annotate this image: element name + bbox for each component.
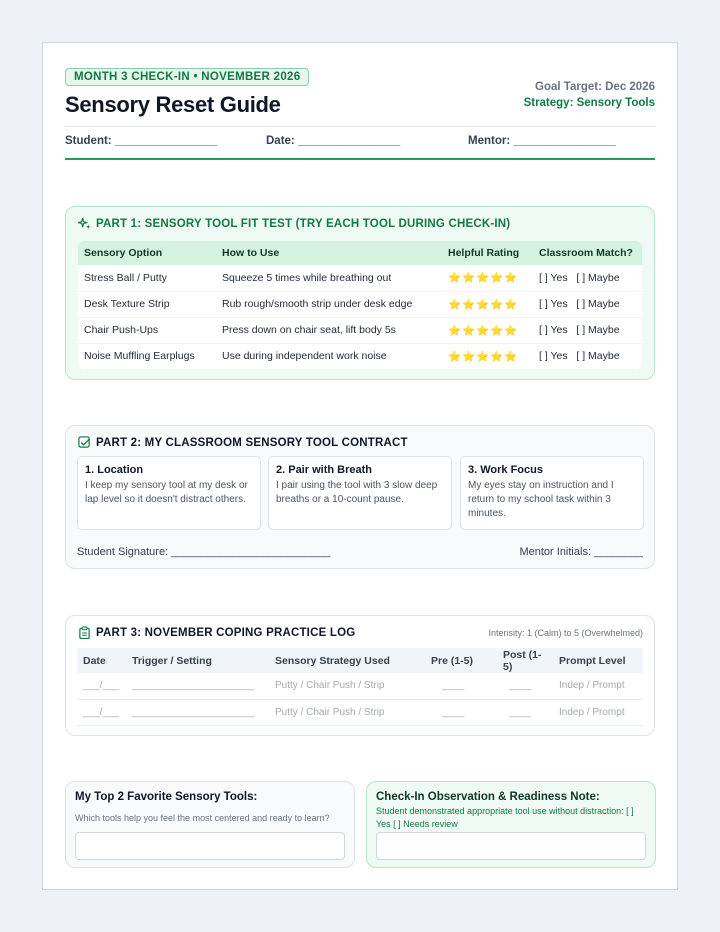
observation-box [366,781,656,868]
table-row [78,343,642,369]
star-rating[interactable]: ⭐⭐⭐⭐⭐ [442,317,533,343]
option-cell: Desk Texture Strip [78,291,216,317]
mentor-initials-field[interactable]: Mentor Initials: ________ [519,546,643,558]
date-cell[interactable]: ___/___ [77,699,126,725]
col-sensory-option: Sensory Option [78,241,216,265]
table-row [78,317,642,343]
option-cell: Noise Muffling Earplugs [84,350,195,363]
col-prompt-level: Prompt Level [553,648,643,673]
col-pre: Pre (1-5) [425,648,497,673]
prompt-cell[interactable]: Indep / Prompt [553,673,643,699]
worksheet-page [42,42,678,890]
post-cell[interactable]: ____ [497,699,553,725]
favorites-input[interactable] [75,832,345,860]
col-trigger: Trigger / Setting [126,648,269,673]
match-checkboxes[interactable]: [ ] Yes [ ] Maybe [533,291,642,317]
how-cell: Rub rough/smooth strip under desk edge [216,291,442,317]
strategy-label: Strategy: Sensory Tools [523,97,655,109]
favorites-heading: My Top 2 Favorite Sensory Tools: [75,791,258,803]
col-how-to-use: How to Use [216,241,442,265]
how-cell: Use during independent work noise [222,350,387,363]
star-rating[interactable]: ⭐⭐⭐⭐⭐ [448,350,519,363]
header-green-rule [65,158,655,160]
table-row [77,673,643,699]
col-strategy: Sensory Strategy Used [269,648,425,673]
practice-log-table [77,648,643,726]
table-row [78,265,642,291]
student-field[interactable]: Student: ________________ [65,135,218,147]
option-cell: Chair Push-Ups [78,317,216,343]
trigger-cell[interactable]: ______________________ [126,699,269,725]
checkbox-icon [78,436,91,449]
pre-cell[interactable]: ____ [425,699,497,725]
observation-heading: Check-In Observation & Readiness Note: [376,791,600,803]
header-meta [524,79,655,111]
match-checkboxes[interactable]: [ ] Yes [ ] Maybe [533,265,642,291]
col-post: Post (1-5) [497,648,553,673]
part2-section [65,425,655,569]
contract-box-breath: 2. Pair with Breath I pair using the tool with 3 slow deep breaths or a 10-count pause. [268,456,452,530]
table-row [77,699,643,725]
strategy-cell[interactable]: Putty / Chair Push / Strip [269,699,425,725]
page-title: Sensory Reset Guide [65,92,281,117]
date-field[interactable]: Date: ________________ [266,135,401,147]
pre-cell[interactable]: ____ [425,673,497,699]
month-badge: MONTH 3 CHECK-IN • NOVEMBER 2026 [65,68,309,86]
favorites-subtext: Which tools help you feel the most centered and ready to learn? [75,813,330,823]
tool-fit-table [78,241,642,369]
col-helpful-rating: Helpful Rating [442,241,533,265]
favorite-tools-box [65,781,355,868]
header [65,67,655,157]
match-checkboxes[interactable]: [ ] Yes [ ] Maybe [539,350,620,363]
option-cell: Stress Ball / Putty [78,265,216,291]
table-row [78,291,642,317]
date-cell[interactable]: ___/___ [77,673,126,699]
observation-subtext: Student demonstrated appropriate tool use without distraction: [ ] Yes [ ] Needs review [376,806,634,829]
clipboard-icon [78,626,91,639]
strategy-cell[interactable]: Putty / Chair Push / Strip [269,673,425,699]
trigger-cell[interactable]: ______________________ [126,673,269,699]
contract-box-focus: 3. Work Focus My eyes stay on instruction and I return to my school task within 3 minutes. [460,456,644,530]
observation-input[interactable] [376,832,646,860]
intensity-note: Intensity: 1 (Calm) to 5 (Overwhelmed) [488,628,643,638]
part3-section [65,615,655,736]
header-divider [65,126,655,127]
star-rating[interactable]: ⭐⭐⭐⭐⭐ [442,265,533,291]
part3-title: PART 3: NOVEMBER COPING PRACTICE LOG [78,626,355,639]
how-cell: Press down on chair seat, lift body 5s [216,317,442,343]
part1-section [65,206,655,380]
sparkle-icon [78,217,91,230]
goal-target: Goal Target: Dec 2026 [535,81,655,93]
how-cell: Squeeze 5 times while breathing out [216,265,442,291]
part2-title: PART 2: MY CLASSROOM SENSORY TOOL CONTRACT [78,436,408,449]
match-checkboxes[interactable]: [ ] Yes [ ] Maybe [533,317,642,343]
post-cell[interactable]: ____ [497,673,553,699]
mentor-field[interactable]: Mentor: ________________ [468,135,616,147]
prompt-cell[interactable]: Indep / Prompt [553,699,643,725]
part1-title: PART 1: SENSORY TOOL FIT TEST (TRY EACH TOOL DURING CHECK-IN) [78,217,510,230]
star-rating[interactable]: ⭐⭐⭐⭐⭐ [442,291,533,317]
contract-box-location: 1. Location I keep my sensory tool at my desk or lap level so it doesn't distract others. [77,456,261,530]
col-date: Date [77,648,126,673]
student-signature-field[interactable]: Student Signature: __________________________ [77,546,331,558]
col-classroom-match: Classroom Match? [533,241,642,265]
